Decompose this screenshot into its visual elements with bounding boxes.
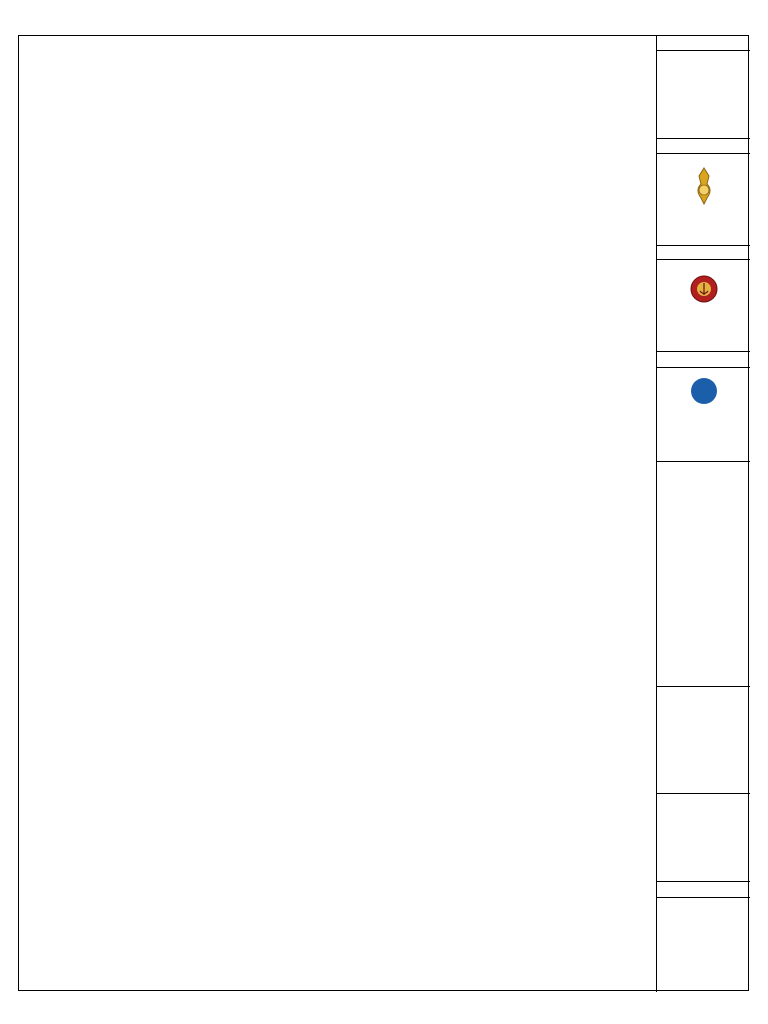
drawing-sheet [18, 35, 749, 991]
owner-name-th [657, 210, 750, 212]
contractor-label [657, 352, 750, 368]
owner-box [657, 154, 750, 246]
consultant-name-th [657, 306, 750, 308]
consultant-box [657, 260, 750, 352]
structural-drawing [19, 36, 656, 992]
revision-title [657, 673, 750, 687]
royal-thai-navy-emblem-icon [689, 166, 719, 206]
csoc-logo-icon [691, 378, 717, 404]
naval-public-works-emblem-icon [689, 274, 719, 304]
contractor-box [657, 368, 750, 462]
title-block [656, 36, 750, 992]
consultant-label [657, 246, 750, 260]
project-label [657, 36, 750, 51]
drawing-title-label [657, 777, 750, 794]
owner-label [657, 139, 750, 154]
shop-drawing-label [657, 882, 750, 898]
drawing-title-box [657, 794, 750, 882]
project-description [657, 51, 750, 139]
contractor-sub2 [657, 410, 750, 412]
